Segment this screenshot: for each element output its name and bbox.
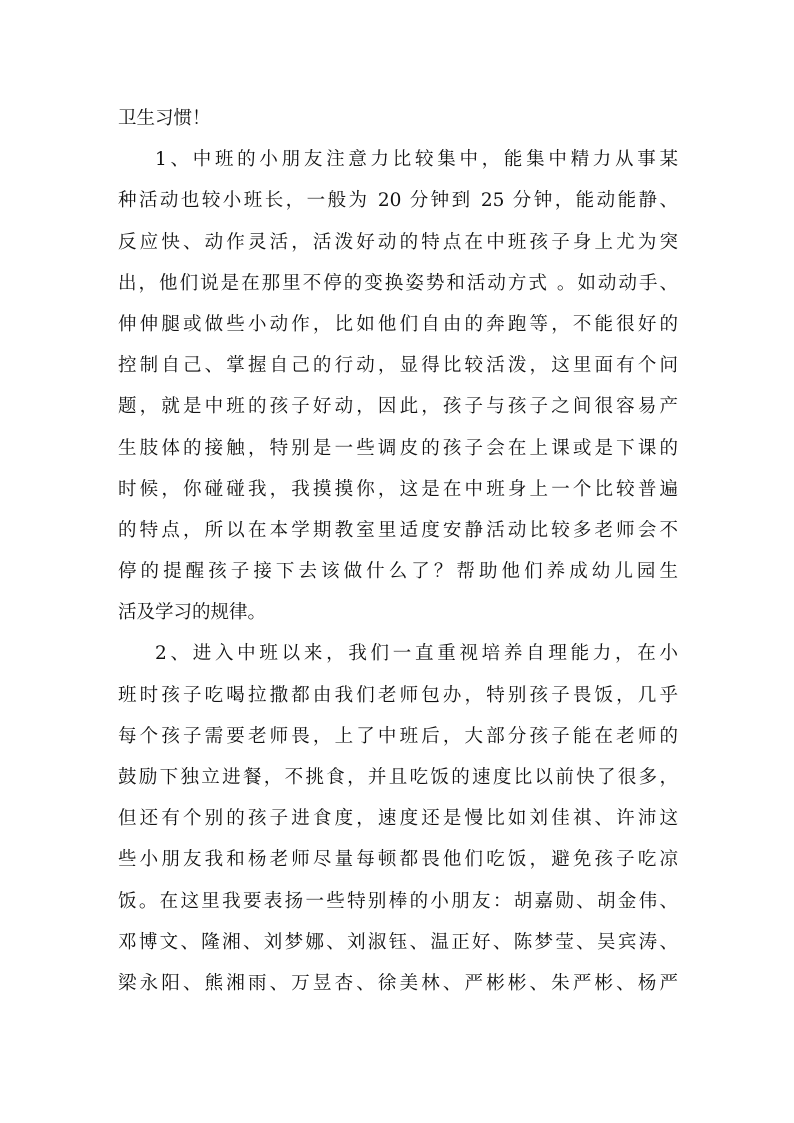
text-line: 停的提醒孩子接下去该做什么了？帮助他们养成幼儿园生 [118, 561, 678, 583]
text-line: 反应快、动作灵活，活泼好动的特点在中班孩子身上尤为突 [118, 231, 678, 253]
text-line: 生肢体的接触，特别是一些调皮的孩子会在上课或是下课的 [118, 437, 678, 459]
text-line: 卫生习惯！ [118, 108, 211, 129]
text-line: 每个孩子需要老师畏，上了中班后，大部分孩子能在老师的 [118, 725, 678, 747]
text-line: 班时孩子吃喝拉撒都由我们老师包办，特别孩子畏饭，几乎 [118, 684, 678, 706]
text-line: 活及学习的规律。 [118, 602, 267, 624]
text-line: 伸伸腿或做些小动作，比如他们自由的奔跑等，不能很好的 [118, 313, 678, 335]
paragraph-2-start: 2、进入中班以来，我们一直重视培养自理能力，在小 [155, 643, 678, 665]
text-line: 时候，你碰碰我，我摸摸你，这是在中班身上一个比较普遍 [118, 478, 678, 500]
text-line: 鼓励下独立进餐，不挑食，并且吃饭的速度比以前快了很多， [118, 767, 678, 788]
text-line: 种活动也较小班长，一般为 20 分钟到 25 分钟，能动能静、 [118, 190, 678, 212]
text-line: 控制自己、掌握自己的行动，显得比较活泼，这里面有个问 [118, 355, 678, 377]
text-line: 饭。在这里我要表扬一些特别棒的小朋友：胡嘉勋、胡金伟、 [118, 890, 678, 912]
text-line: 出，他们说是在那里不停的变换姿势和活动方式 。如动动手、 [118, 272, 678, 294]
paragraph-1-start: 1、中班的小朋友注意力比较集中，能集中精力从事某 [155, 149, 678, 171]
text-line: 的特点，所以在本学期教室里适度安静活动比较多老师会不 [118, 519, 678, 541]
text-line: 些小朋友我和杨老师尽量每顿都畏他们吃饭，避免孩子吃凉 [118, 849, 678, 871]
document-body [118, 98, 678, 1004]
text-line: 邓博文、隆湘、刘梦娜、刘淑钰、温正好、陈梦莹、吴宾涛、 [118, 931, 678, 953]
text-line: 题，就是中班的孩子好动，因此，孩子与孩子之间很容易产 [118, 396, 678, 418]
text-line: 但还有个别的孩子进食度，速度还是慢比如刘佳祺、许沛这 [118, 808, 678, 830]
text-line: 梁永阳、熊湘雨、万昱杏、徐美林、严彬彬、朱严彬、杨严 [118, 972, 678, 994]
